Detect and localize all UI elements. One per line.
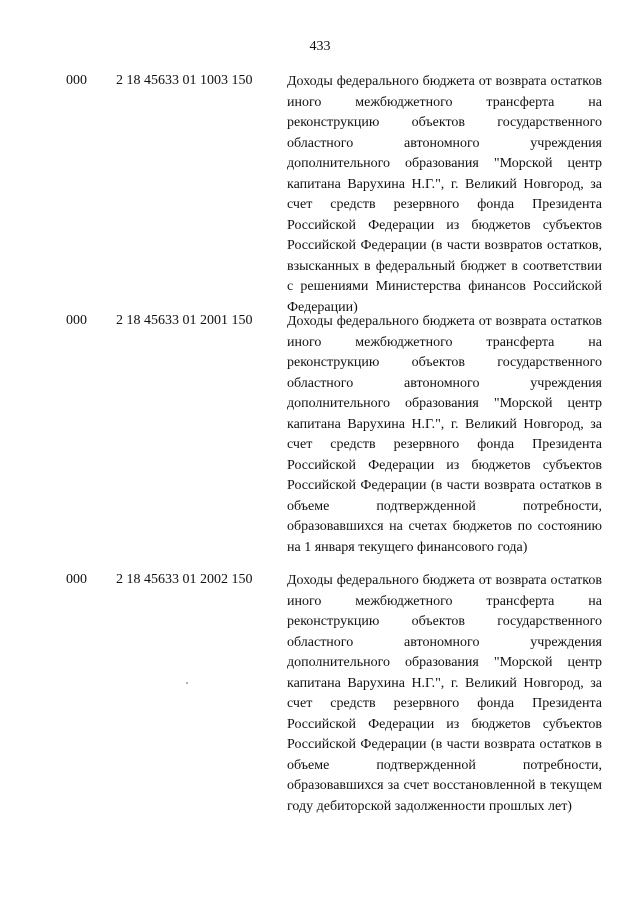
budget-classification-code: 2 18 45633 01 2002 150 bbox=[116, 572, 253, 587]
administrator-code: 000 bbox=[66, 73, 87, 88]
administrator-code: 000 bbox=[66, 313, 87, 328]
scan-speck bbox=[186, 682, 188, 684]
budget-classification-code: 2 18 45633 01 2001 150 bbox=[116, 313, 253, 328]
administrator-code: 000 bbox=[66, 572, 87, 587]
income-description: Доходы федерального бюджета от возврата остатков иного межбюджетного трансферта на реконструкцию объектов государственного областного автономного учреждения дополнительного образования "Морской центр капитана Варухина Н.Г.", г. Великий Новгород, за счет средств резервного фонда Президента Российской Федерации из бюджетов субъектов Российской Федерации (в части возврата остатков в объеме подтвержденной потребности, образовавшихся за счет восстановленной в текущем году дебиторской задолженности прошлых лет) bbox=[287, 573, 602, 814]
budget-classification-code: 2 18 45633 01 1003 150 bbox=[116, 73, 253, 88]
income-description: Доходы федерального бюджета от возврата остатков иного межбюджетного трансферта на реконструкцию объектов государственного областного автономного учреждения дополнительного образования "Морской центр капитана Варухина Н.Г.", г. Великий Новгород, за счет средств резервного фонда Президента Российской Федерации из бюджетов субъектов Российской Федерации (в части возвратов остатков, взысканных в федеральный бюджет в соответствии с решениями Министерства финансов Российской Федерации) bbox=[287, 74, 602, 315]
page-number: 433 bbox=[309, 39, 331, 54]
income-description: Доходы федерального бюджета от возврата остатков иного межбюджетного трансферта на реконструкцию объектов государственного областного автономного учреждения дополнительного образования "Морской центр капитана Варухина Н.Г.", г. Великий Новгород, за счет средств резервного фонда Президента Российской Федерации из бюджетов субъектов Российской Федерации (в части возврата остатков в объеме подтвержденной потребности, образовавшихся на счетах бюджетов по состоянию на 1 января текущего финансового года) bbox=[287, 314, 602, 555]
